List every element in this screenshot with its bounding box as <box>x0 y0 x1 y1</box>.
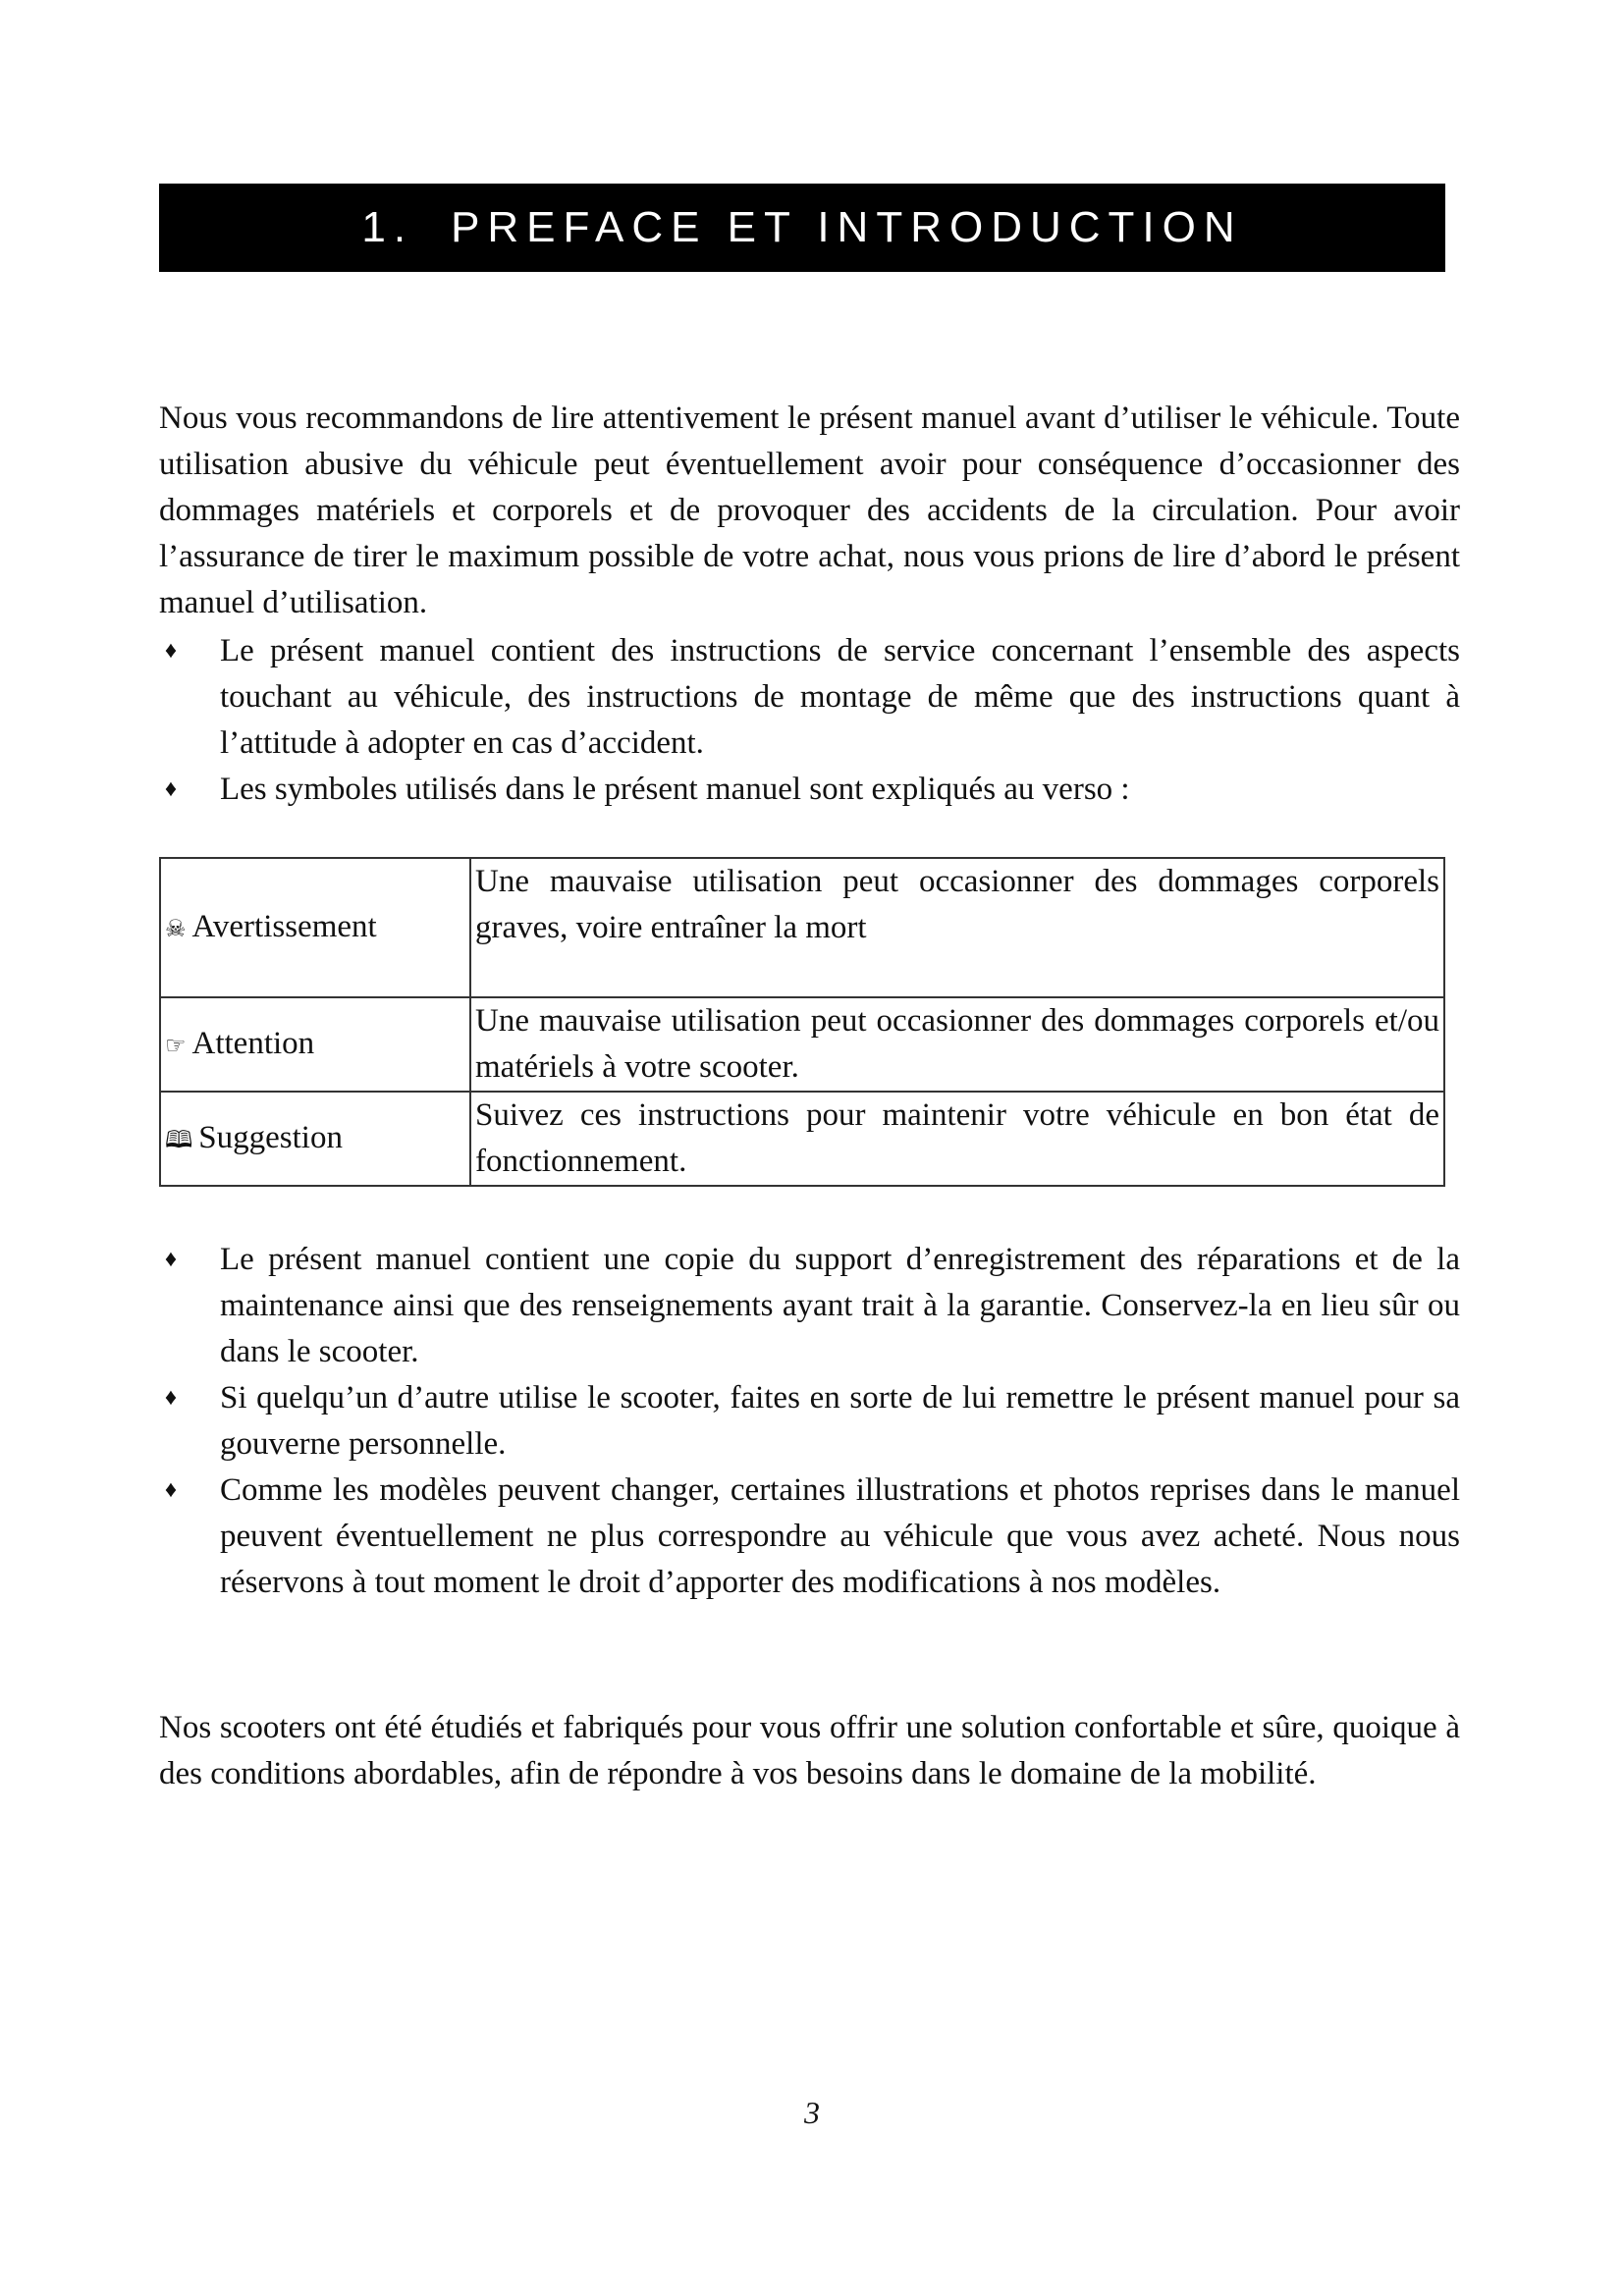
section-title: PREFACE ET INTRODUCTION <box>451 203 1243 251</box>
symbol-label: Attention <box>191 1025 315 1061</box>
open-book-icon: 🕮 <box>165 1125 193 1153</box>
pointing-hand-icon: ☞ <box>165 1031 187 1059</box>
page-number: 3 <box>804 2095 820 2130</box>
symbol-label: Suggestion <box>198 1119 343 1155</box>
list-item-text: Si quelqu’un d’autre utilise le scooter, faites en sorte de lui remettre le présent manuel pour sa gouverne personnelle. <box>220 1380 1460 1462</box>
list-item-text: Comme les modèles peuvent changer, certaines illustrations et photos reprises dans le manuel peuvent éventuellement ne plus correspondre au véhicule que vous avez acheté. Nous nous réservons à tout moment le droit d’apporter des modifications à nos modèles. <box>220 1472 1460 1600</box>
symbol-description: Suivez ces instructions pour maintenir votre véhicule en bon état de fonctionnement. <box>470 1092 1444 1186</box>
table-row <box>160 997 1444 1092</box>
symbol-label: Avertissement <box>191 908 377 944</box>
diamond-bullet-icon: ♦ <box>164 776 178 802</box>
symbol-label-cell <box>160 997 470 1092</box>
diamond-bullet-icon: ♦ <box>164 638 178 664</box>
bullet-list-top <box>159 628 1460 813</box>
list-item-text: Le présent manuel contient des instructions de service concernant l’ensemble des aspects touchant au véhicule, des instructions de montage de même que des instructions quant à l’attitude à adopter en cas d’accident. <box>220 633 1460 761</box>
table-row <box>160 858 1444 997</box>
list-item <box>159 1468 1460 1606</box>
table-row <box>160 1092 1444 1186</box>
symbol-label-cell <box>160 1092 470 1186</box>
diamond-bullet-icon: ♦ <box>164 1477 178 1503</box>
diamond-bullet-icon: ♦ <box>164 1385 178 1411</box>
list-item <box>159 767 1460 813</box>
symbol-label-cell <box>160 858 470 997</box>
closing-paragraph: Nos scooters ont été étudiés et fabriqués pour vous offrir une solution confortable et sûre, quoique à des conditions abordables, afin de répondre à vos besoins dans le domaine de la mobilité. <box>159 1710 1460 1791</box>
section-title-bar <box>159 184 1445 272</box>
list-item <box>159 628 1460 767</box>
list-item <box>159 1237 1460 1375</box>
list-item-text: Les symboles utilisés dans le présent manuel sont expliqués au verso : <box>220 772 1130 807</box>
list-item <box>159 1375 1460 1468</box>
intro-paragraph: Nous vous recommandons de lire attentivement le présent manuel avant d’utiliser le véhicule. Toute utilisation abusive du véhicule peut éventuellement avoir pour conséquence d’occasionner des dommages matériels et corporels et de provoquer des accidents de la circulation. Pour avoir l’assurance de tirer le maximum possible de votre achat, nous vous prions de lire d’abord le présent manuel d’utilisation. <box>159 400 1460 620</box>
symbols-table <box>159 857 1445 1187</box>
bullet-list-bottom <box>159 1237 1460 1606</box>
skull-crossbones-icon: ☠ <box>165 914 187 942</box>
symbol-description: Une mauvaise utilisation peut occasionner des dommages corporels graves, voire entraîner la mort <box>470 858 1444 997</box>
symbol-description: Une mauvaise utilisation peut occasionner des dommages corporels et/ou matériels à votre scooter. <box>470 997 1444 1092</box>
diamond-bullet-icon: ♦ <box>164 1247 178 1272</box>
section-number: 1. <box>361 203 414 251</box>
list-item-text: Le présent manuel contient une copie du support d’enregistrement des réparations et de la maintenance ainsi que des renseignements ayant trait à la garantie. Conservez-la en lieu sûr ou dans le scooter. <box>220 1242 1460 1369</box>
